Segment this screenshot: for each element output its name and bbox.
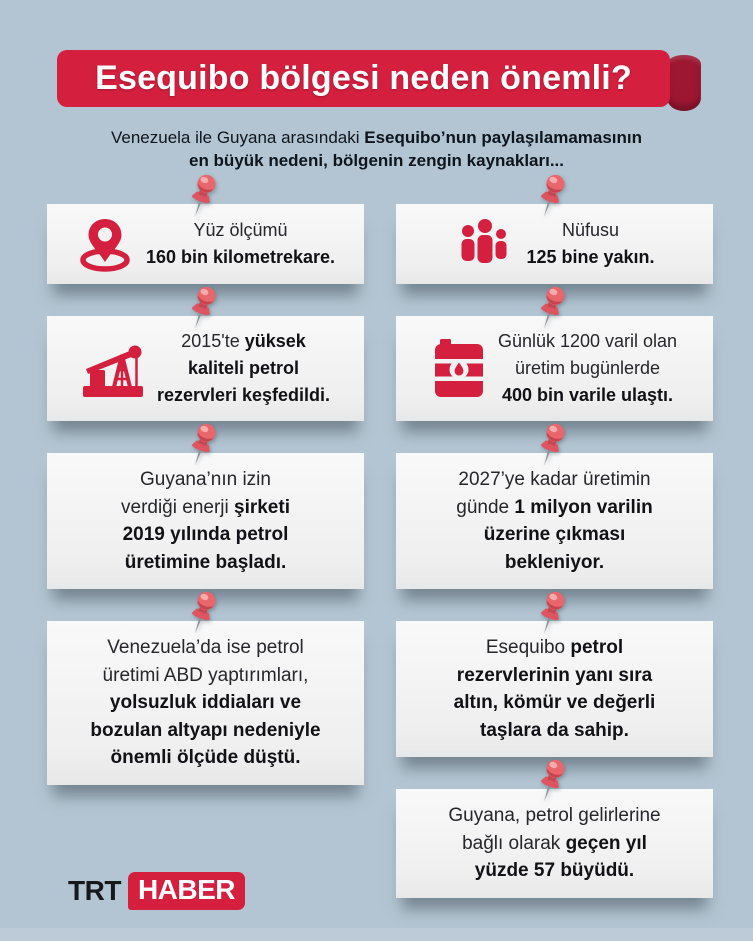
card-text (454, 634, 656, 744)
card-text-bold: yolsuzluk iddiaları ve (109, 692, 302, 714)
card-text-regular: 2015'te (181, 331, 245, 351)
info-card (47, 316, 364, 421)
card-text-bold: üzerine çıkması (483, 524, 626, 546)
card-text-bold: üretimine başladı. (124, 551, 287, 573)
card-text (90, 634, 320, 772)
location-pin-icon (76, 216, 134, 272)
card-text-bold: kaliteli petrol (187, 358, 300, 378)
card-text-bold: yüksek (244, 331, 306, 351)
column-left (47, 188, 364, 898)
info-card (396, 204, 713, 284)
bottom-strip (0, 928, 753, 941)
subtitle-line (0, 127, 753, 150)
subtitle-segment: Venezuela ile Guyana arasındaki (110, 128, 365, 147)
logo-trt-text: TRT (68, 875, 121, 906)
card-text-bold: petrol (570, 637, 624, 659)
card-body (396, 789, 713, 898)
card-text-regular: 2027’ye kadar üretimin (458, 469, 651, 490)
card-body (396, 621, 713, 757)
card-text-bold: yüzde 57 büyüdü. (474, 860, 635, 882)
card-text (121, 466, 290, 576)
card-body (396, 204, 713, 284)
card-text-bold: şirketi (234, 496, 290, 518)
card-text-bold: bekleniyor. (504, 551, 605, 573)
card-body (396, 316, 713, 421)
card-body (47, 621, 364, 785)
card-text-bold: altın, kömür ve değerli (453, 692, 656, 714)
info-card (47, 204, 364, 284)
card-text-regular: Günlük 1200 varil olan (497, 331, 678, 351)
card-text-regular: Venezuela’da ise petrol (107, 637, 304, 659)
card-text (498, 328, 677, 409)
card-body (47, 204, 364, 284)
info-card (396, 789, 713, 898)
column-right (396, 188, 713, 898)
card-body (47, 453, 364, 589)
card-text-bold: taşlara da sahip. (480, 719, 629, 741)
trt-haber-logo (68, 872, 245, 910)
card-text-regular: Guyana’nın izin (140, 469, 271, 490)
card-text (146, 217, 335, 271)
subtitle-text (0, 127, 753, 173)
card-text-bold: önemli ölçüde düştü. (110, 747, 301, 769)
card-text-regular: üretimi ABD yaptırımları, (102, 664, 309, 686)
card-text-regular: bağlı olarak (462, 832, 566, 854)
card-text-bold: 125 bine yakın. (526, 247, 655, 267)
card-text (456, 466, 652, 576)
page-title: Esequibo bölgesi neden önemli? (95, 59, 632, 97)
card-text-bold: 400 bin varile ulaştı. (501, 385, 674, 405)
card-text-bold: bozulan altyapı nedeniyle (90, 719, 321, 741)
info-card (47, 453, 364, 589)
oil-barrel-icon (432, 339, 486, 399)
card-text-regular: verdiği enerji (121, 496, 234, 518)
subtitle-segment: en büyük nedeni, bölgenin zengin kaynakları... (188, 150, 565, 170)
card-text-bold: 160 bin kilometrekare. (145, 247, 336, 267)
card-text-regular: Guyana, petrol gelirlerine (448, 805, 661, 827)
population-icon (454, 216, 514, 272)
card-text-regular: Nüfusu (561, 220, 620, 240)
info-card (47, 621, 364, 785)
card-text-regular: günde (456, 496, 515, 518)
card-text-bold: geçen yıl (565, 832, 647, 854)
card-body (396, 453, 713, 589)
subtitle-segment: Esequibo’nun paylaşılamamasının (364, 128, 643, 147)
card-body (47, 316, 364, 421)
card-text-bold: 1 milyon varilin (514, 496, 653, 518)
card-text-bold: 2019 yılında petrol (122, 524, 289, 546)
card-text-regular: üretim bugünlerde (514, 358, 661, 378)
card-text-bold: rezervlerinin yanı sıra (456, 664, 653, 686)
card-text-bold: rezervleri keşfedildi. (156, 385, 331, 405)
ribbon-curl (667, 55, 701, 111)
cards-grid (47, 188, 713, 898)
card-text (448, 802, 660, 885)
oil-derrick-icon (81, 340, 145, 398)
card-text (526, 217, 654, 271)
info-card (396, 621, 713, 757)
card-text-regular: Esequibo (485, 637, 571, 659)
info-card (396, 316, 713, 421)
card-text (157, 328, 330, 409)
info-card (396, 453, 713, 589)
logo-haber-badge: HABER (128, 872, 245, 910)
title-banner (57, 50, 670, 107)
subtitle-line (0, 150, 753, 173)
card-text-regular: Yüz ölçümü (193, 220, 288, 240)
